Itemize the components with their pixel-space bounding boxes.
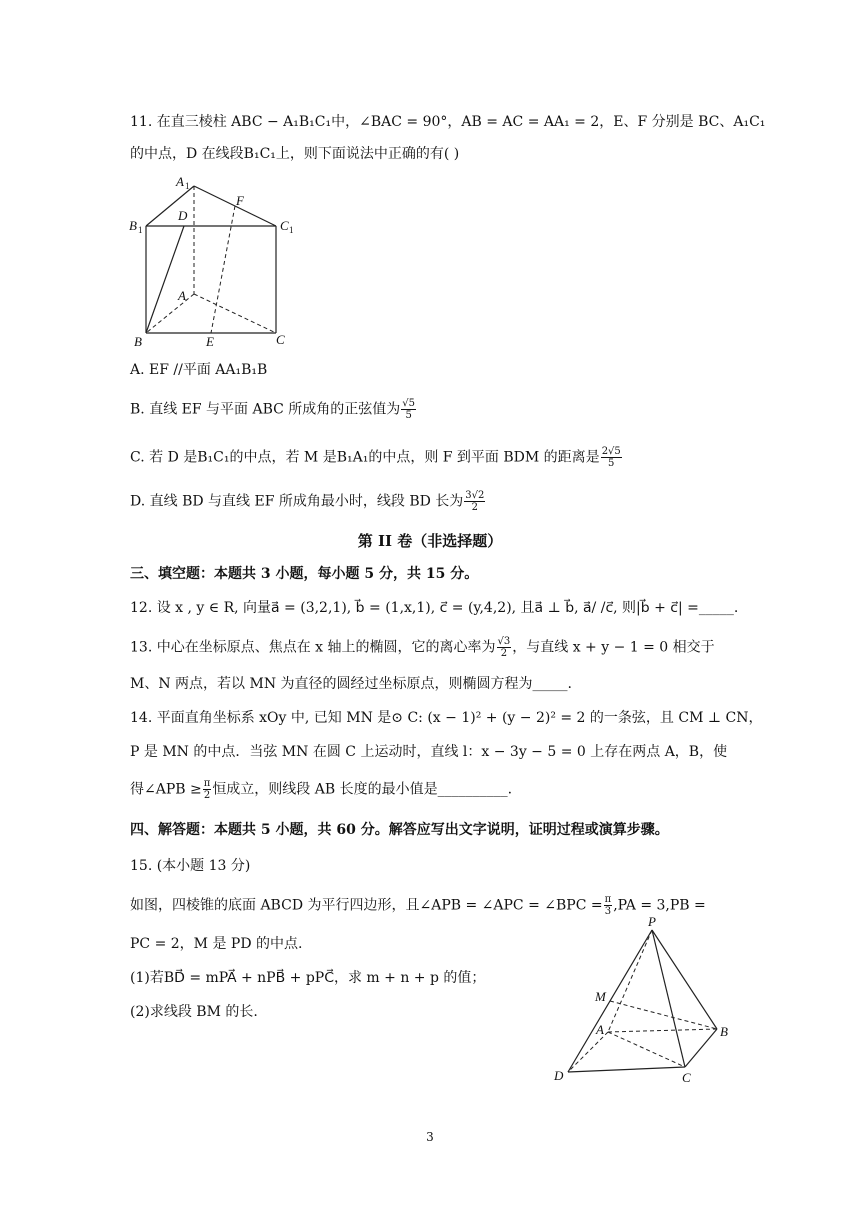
q15-sub1: (1)若BD⃗ = mPA⃗ + nPB⃗ + pPC⃗，求 m + n + p 的值； <box>130 970 486 986</box>
q11-option-c <box>130 446 623 469</box>
label-P: P <box>648 914 656 929</box>
q14-line3 <box>130 778 512 801</box>
q15-sub2: (2)求线段 BM 的长. <box>130 1004 258 1020</box>
q11-option-a: A. EF //平面 AA₁B₁B <box>130 362 268 378</box>
q14-line1: 14. 平面直角坐标系 xOy 中, 已知 MN 是⊙ C: (x − 1)² + (y − 2)² = 2 的一条弦，且 CM ⊥ CN， <box>130 710 763 726</box>
q15-header: 15. (本小题 13 分) <box>130 858 251 874</box>
label-A: A <box>596 1022 604 1037</box>
label-E: E <box>206 334 214 349</box>
prism-figure <box>126 170 301 350</box>
label-C1-sub: 1 <box>289 225 294 235</box>
label-D: D <box>178 208 188 223</box>
part4-title: 四、解答题：本题共 5 小题，共 60 分。解答应写出文字说明，证明过程或演算步骤。 <box>130 822 669 838</box>
option-d-fraction: $\frac{3√2}{2}$ <box>465 490 485 513</box>
q15-text-b: ,PA = 3,PB = <box>613 897 706 914</box>
q13-text-a: 13. 中心在坐标原点、焦点在 x 轴上的椭圆，它的离心率为 <box>130 639 496 656</box>
label-D: D <box>554 1068 564 1083</box>
pyramid-figure <box>550 912 740 1087</box>
page-number: 3 <box>426 1130 434 1144</box>
q11-option-b <box>130 398 417 421</box>
label-C1: C <box>280 218 289 233</box>
option-b-fraction: $\frac{√5}{5}$ <box>402 398 416 421</box>
label-F: F <box>236 193 244 208</box>
q14-text-a: 得∠APB ≥ <box>130 781 202 798</box>
label-B: B <box>720 1024 728 1039</box>
q13-line1 <box>130 636 715 659</box>
label-C: C <box>276 332 285 347</box>
section2-title: 第 II 卷（非选择题） <box>357 532 503 550</box>
q14-line2: P 是 MN 的中点．当弦 MN 在圆 C 上运动时，直线 l：x − 3y − 5 = 0 上存在两点 A，B，使 <box>130 744 728 760</box>
label-A1: A <box>176 174 184 189</box>
label-B1-sub: 1 <box>138 225 143 235</box>
q15-fraction: $\frac{\pi}{3}$ <box>604 894 612 917</box>
label-C: C <box>682 1070 691 1085</box>
part3-title: 三、填空题：本题共 3 小题，每小题 5 分，共 15 分。 <box>130 566 479 582</box>
q14-text-b: 恒成立，则线段 AB 长度的最小值是__________. <box>212 781 513 798</box>
q13-text-b: ，与直线 x + y − 1 = 0 相交于 <box>512 639 715 656</box>
q13-fraction: $\frac{√3}{2}$ <box>497 636 511 659</box>
label-M: M <box>595 989 606 1004</box>
q11-option-d <box>130 490 486 513</box>
label-B1: B <box>129 218 137 233</box>
q11-line2: 的中点，D 在线段B₁C₁上，则下面说法中正确的有( ) <box>130 146 460 162</box>
q13-line2: M、N 两点，若以 MN 为直径的圆经过坐标原点，则椭圆方程为_____. <box>130 676 572 692</box>
q11-line1: 11. 在直三棱柱 ABC − A₁B₁C₁中，∠BAC = 90°，AB = AC = AA₁ = 2，E、F 分别是 BC、A₁C₁ <box>130 114 766 130</box>
option-c-fraction: $\frac{2√5}{5}$ <box>601 446 621 469</box>
option-c-text: C. 若 D 是B₁C₁的中点，若 M 是B₁A₁的中点，则 F 到平面 BDM 的距离是 <box>130 449 600 466</box>
q15-text-a: 如图，四棱锥的底面 ABCD 为平行四边形，且∠APB = ∠APC = ∠BPC = <box>130 897 603 914</box>
label-A: A <box>178 288 186 303</box>
option-b-text: B. 直线 EF 与平面 ABC 所成角的正弦值为 <box>130 401 401 418</box>
q15-line2: PC = 2，M 是 PD 的中点. <box>130 936 303 952</box>
q12: 12. 设 x , y ∈ R, 向量a⃗ = (3,2,1), b⃗ = (1,x,1), c⃗ = (y,4,2), 且a⃗ ⊥ b⃗, a⃗/ /c⃗, 则|b⃗ + c⃗| =_____. <box>130 600 739 616</box>
q14-fraction: $\frac{\pi}{2}$ <box>203 778 211 801</box>
option-d-text: D. 直线 BD 与直线 EF 所成角最小时，线段 BD 长为 <box>130 493 464 510</box>
label-A1-sub: 1 <box>185 181 190 191</box>
label-B: B <box>134 334 142 349</box>
